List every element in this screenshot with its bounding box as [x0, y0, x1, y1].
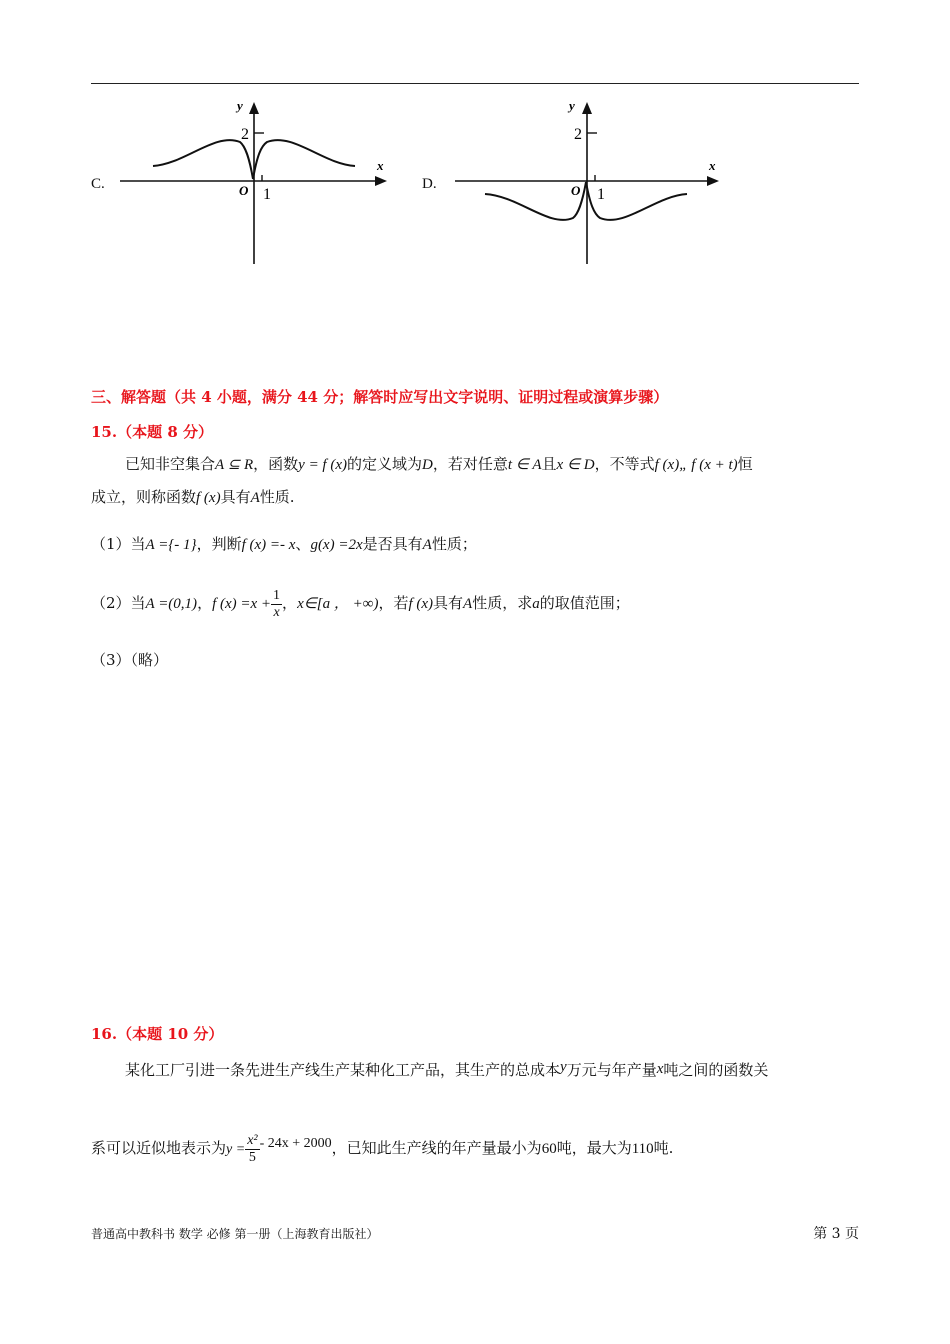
text: 成立，则称函数 — [91, 488, 197, 506]
option-c-label: C. — [91, 176, 105, 192]
text: 性质； — [431, 535, 477, 553]
q15-heading: 15.（本题 8 分） — [91, 423, 213, 441]
text: （1）当 — [91, 535, 146, 553]
math-expr: A — [463, 596, 473, 612]
math-expr: x ∈ D — [556, 457, 595, 473]
math-expr: A ⊆ R — [215, 457, 254, 473]
q15-part3: （3）（略） — [91, 651, 169, 669]
q15-part1 — [91, 534, 477, 555]
curve-d — [485, 182, 687, 220]
text: 吨. — [653, 1139, 674, 1157]
x-axis-arrow — [707, 176, 719, 186]
math-expr: y = — [226, 1142, 246, 1157]
q15-statement-line1 — [125, 454, 753, 475]
x-tick-label: 1 — [597, 186, 605, 203]
text: （2）当 — [91, 594, 146, 612]
text: 具有 — [433, 594, 464, 612]
footer-book-title: 普通高中教科书 数学 必修 第一册（上海教育出版社） — [91, 1227, 379, 1241]
math-expr: t ∈ A — [507, 457, 542, 473]
origin-label: O — [571, 183, 581, 198]
y-axis-arrow — [249, 102, 259, 114]
math-expr: y = f (x) — [298, 457, 348, 473]
fraction-numerator: x² — [247, 1132, 258, 1148]
y-tick-label: 2 — [574, 126, 582, 143]
q16-statement-line1 — [125, 1057, 768, 1080]
header-rule — [91, 83, 859, 84]
math-expr: f (x)„ f (x + t) — [654, 457, 738, 473]
math-expr: f (x) — [408, 596, 434, 612]
math-expr: x — [656, 1061, 664, 1077]
y-tick-label: 2 — [241, 126, 249, 143]
max-yield-value: 110 — [631, 1141, 654, 1157]
text: 系可以近似地表示为 — [91, 1139, 227, 1157]
graph-c — [115, 96, 395, 266]
math-expr: A ={- 1} — [145, 537, 197, 553]
text: 是否具有 — [362, 535, 423, 553]
text: 已知非空集合 — [125, 455, 216, 473]
y-axis-label: y — [569, 98, 575, 113]
text: 的取值范围； — [539, 594, 630, 612]
text: ，函数 — [253, 455, 299, 473]
x-axis-label: x — [709, 158, 716, 173]
text: ， — [282, 594, 298, 612]
section-title: 三、解答题（共 4 小题，满分 44 分；解答时应写出文字说明、证明过程或演算步骤） — [91, 388, 669, 406]
x-axis-label: x — [377, 158, 384, 173]
min-yield-value: 60 — [541, 1141, 557, 1157]
fraction-denominator: x — [273, 604, 280, 620]
math-expr: - 24x + 2000 — [259, 1136, 332, 1151]
text: ，若 — [378, 594, 409, 612]
text: 、 — [295, 535, 311, 553]
fraction-numerator: 1 — [273, 587, 281, 603]
text: ，已知此生产线的年产量最小为 — [331, 1139, 542, 1157]
q16-heading: 16.（本题 10 分） — [91, 1025, 224, 1043]
math-expr: A — [422, 537, 432, 553]
fraction-one-over-x — [271, 588, 282, 621]
math-expr: g(x) =2x — [310, 537, 363, 553]
math-expr: A =(0,1) — [145, 596, 198, 612]
text: ，判断 — [196, 535, 242, 553]
math-expr: f (x) — [196, 490, 221, 506]
math-expr: A — [250, 490, 260, 506]
text: 的定义域为 — [347, 455, 423, 473]
graph-d — [447, 96, 727, 266]
text: 性质，求 — [472, 594, 533, 612]
option-d-label: D. — [422, 176, 437, 192]
math-expr: f (x) =x + — [212, 596, 272, 612]
q15-part2 — [91, 586, 630, 621]
text: 万元与年产量 — [566, 1061, 657, 1079]
q15-statement-line2 — [91, 487, 295, 508]
y-axis-label: y — [237, 98, 243, 113]
text: 具有 — [220, 488, 251, 506]
text: 吨之间的函数关 — [663, 1061, 769, 1079]
y-axis-arrow — [582, 102, 592, 114]
text: ，若对任意 — [432, 455, 508, 473]
text: 某化工厂引进一条先进生产线生产某种化工产品，其生产的总成本 — [125, 1061, 561, 1079]
q16-statement-line2 — [91, 1124, 673, 1170]
math-expr: f (x) =- x — [241, 537, 296, 553]
text: ， — [197, 594, 213, 612]
math-expr: x∈[a ， +∞) — [297, 596, 379, 612]
text: 恒 — [737, 455, 753, 473]
text: 性质. — [259, 488, 295, 506]
origin-label: O — [239, 183, 249, 198]
math-expr: y — [560, 1059, 567, 1075]
fraction-denominator: 5 — [248, 1149, 256, 1165]
text: 且 — [541, 455, 557, 473]
text: ，不等式 — [594, 455, 655, 473]
page-number: 第 3 页 — [813, 1226, 859, 1242]
x-axis-arrow — [375, 176, 387, 186]
math-expr: D — [422, 457, 433, 473]
x-tick-label: 1 — [263, 186, 271, 203]
math-expr: a — [532, 596, 540, 612]
text: 吨，最大为 — [556, 1139, 632, 1157]
fraction-x-squared-over-5 — [245, 1133, 259, 1166]
